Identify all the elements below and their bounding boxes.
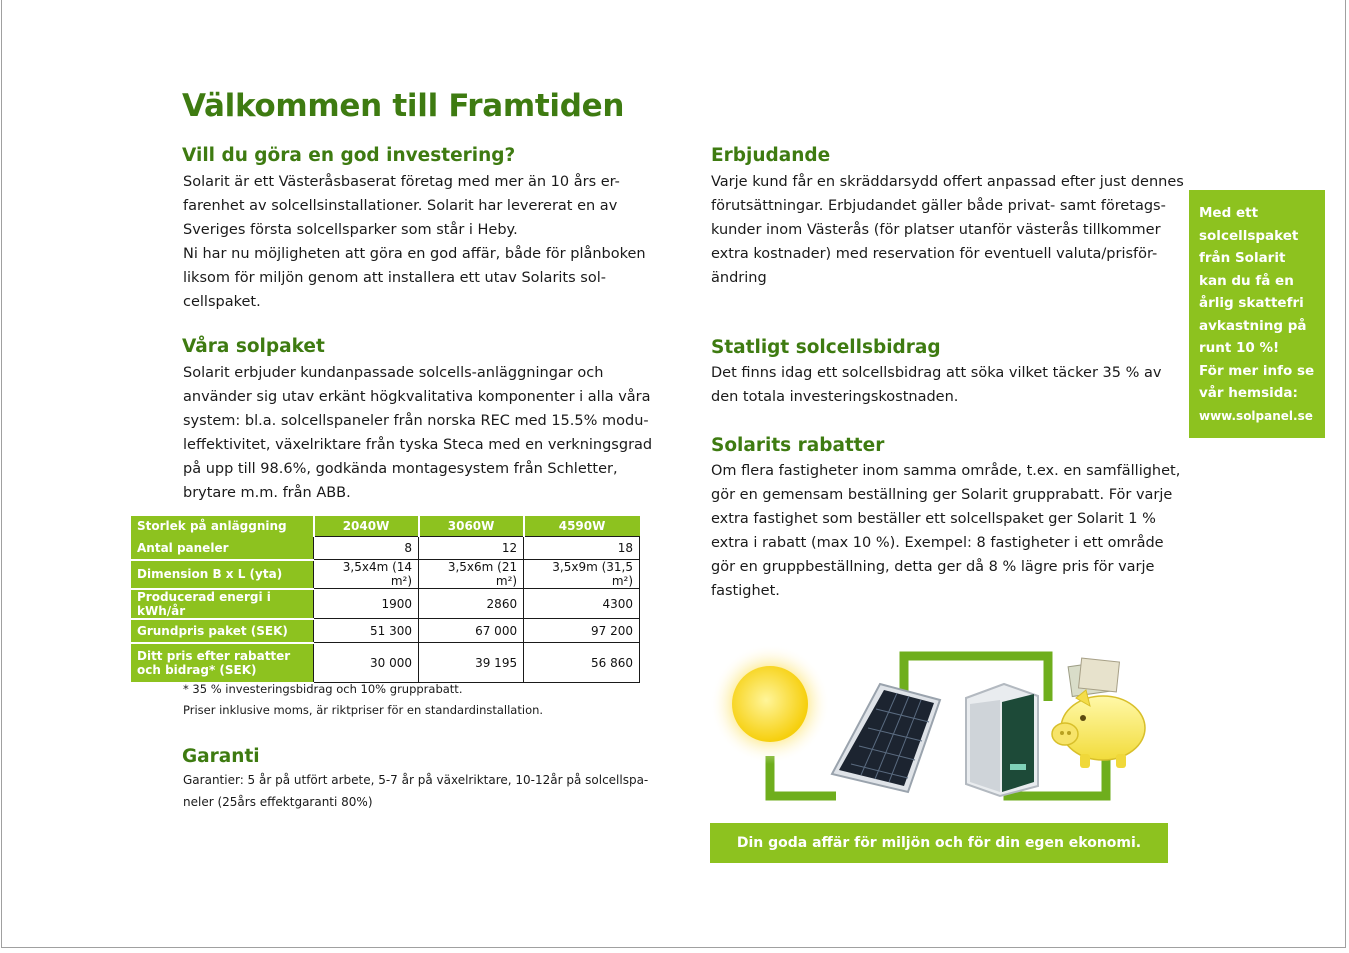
row-label: Antal paneler (131, 537, 314, 560)
table-cell: 18 (524, 537, 640, 560)
table-cell: 51 300 (314, 619, 419, 643)
table-header-cell: 3060W (419, 516, 524, 537)
page-title: Välkommen till Framtiden (182, 88, 625, 124)
text-line: leffektivitet, växelriktare från tyska Steca med en verkningsgrad (183, 437, 653, 453)
table-cell: 67 000 (419, 619, 524, 643)
invest-text (183, 170, 646, 314)
text-line: Ni har nu möjligheten att göra en god affär, både för plånboken (183, 246, 646, 262)
table-header-cell: Storlek på anläggning (131, 516, 314, 537)
text-line: förutsättningar. Erbjudandet gäller både privat- samt företags- (711, 198, 1166, 214)
text-line: extra kostnader) med reservation för eventuell valuta/prisför- (711, 246, 1158, 262)
table-row (131, 643, 640, 683)
piggy-bank-icon (1052, 658, 1145, 768)
text-line: kunder inom Västerås (för platser utanför västerås tillkommer (711, 222, 1161, 238)
table-cell: 39 195 (419, 643, 524, 683)
table-cell: 4300 (524, 589, 640, 619)
package-table (131, 516, 640, 684)
solar-panel-icon (832, 684, 940, 792)
grant-heading: Statligt solcellsbidrag (711, 337, 941, 358)
table-cell: 3,5x9m (31,5 m²) (524, 560, 640, 589)
table-cell: 56 860 (524, 643, 640, 683)
slogan-banner: Din goda affär för miljön och för din egen ekonomi. (710, 823, 1168, 863)
row-label: Grundpris paket (SEK) (131, 619, 314, 643)
text-line: Solarit är ett Västeråsbaserat företag med mer än 10 års er- (183, 174, 620, 190)
table-notes (183, 679, 543, 721)
discounts-heading: Solarits rabatter (711, 435, 885, 456)
text-line: liksom för miljön genom att installera ett utav Solarits sol- (183, 270, 606, 286)
sidebox-text: Med ett solcellspaket från Solarit kan du få en årlig skattefri avkastning på runt 10 %! För mer info se vår hemsida: (1199, 205, 1315, 401)
website-link[interactable]: www.solpanel.se (1199, 408, 1313, 423)
row-label: Producerad energi i kWh/år (131, 589, 314, 619)
table-cell: 97 200 (524, 619, 640, 643)
text-line: använder sig utav erkänt högkvalitativa komponenter i alla våra (183, 389, 651, 405)
footnote: Priser inklusive moms, är riktpriser för en standardinstallation. (183, 703, 544, 717)
grant-text (711, 361, 1161, 409)
offer-heading: Erbjudande (711, 145, 831, 166)
text-line: brytare m.m. från ABB. (183, 485, 351, 501)
invest-heading: Vill du göra en god investering? (182, 145, 516, 166)
discounts-text (711, 459, 1180, 603)
text-line: Det finns idag ett solcellsbidrag att söka vilket täcker 35 % av (711, 365, 1162, 381)
table-header-cell: 2040W (314, 516, 419, 537)
text-line: Sveriges första solcellsparker som står i Heby. (183, 222, 518, 238)
table-header-cell: 4590W (524, 516, 640, 537)
table-row (131, 619, 640, 643)
packages-text (183, 361, 652, 505)
text-line: Garantier: 5 år på utfört arbete, 5-7 år på växelriktare, 10-12år på solcellspa- (183, 773, 649, 787)
table-row (131, 589, 640, 619)
text-line: Varje kund får en skräddarsydd offert anpassad efter just dennes (711, 174, 1184, 190)
text-line: system: bl.a. solcellspaneler från norska REC med 15.5% modu- (183, 413, 649, 429)
text-line: Solarit erbjuder kundanpassade solcells-anläggningar och (183, 365, 604, 381)
text-line: på upp till 98.6%, godkända montagesystem från Schletter, (183, 461, 618, 477)
text-line: neler (25års effektgaranti 80%) (183, 795, 373, 809)
solar-illustration (708, 646, 1168, 824)
table-cell: 12 (419, 537, 524, 560)
table-cell: 8 (314, 537, 419, 560)
table-header-row (131, 516, 640, 537)
text-line: Om flera fastigheter inom samma område, t.ex. en samfällighet, (711, 463, 1181, 479)
text-line: gör en gruppbeställning, detta ger då 8 % lägre pris för varje (711, 559, 1155, 575)
table-row (131, 560, 640, 589)
text-line: fastighet. (711, 583, 780, 599)
row-label: Ditt pris efter rabatter och bidrag* (SEK) (131, 643, 314, 683)
illustration-graphic (708, 646, 1168, 824)
text-line: cellspaket. (183, 294, 261, 310)
text-line: extra fastighet som beställer ett solcellspaket ger Solarit 1 % (711, 511, 1156, 527)
text-line: ändring (711, 270, 767, 286)
packages-heading: Våra solpaket (182, 336, 325, 357)
text-line: den totala investeringskostnaden. (711, 389, 959, 405)
table-cell: 3,5x6m (21 m²) (419, 560, 524, 589)
offer-text (711, 170, 1184, 290)
warranty-text (183, 769, 648, 813)
row-label: Dimension B x L (yta) (131, 560, 314, 589)
text-line: extra i rabatt (max 10 %). Exempel: 8 fastigheter i ett område (711, 535, 1164, 551)
table-cell: 1900 (314, 589, 419, 619)
table-row (131, 537, 640, 560)
table-cell: 30 000 (314, 643, 419, 683)
inverter-icon (966, 684, 1038, 796)
text-line: gör en gemensam beställning ger Solarit grupprabatt. För varje (711, 487, 1173, 503)
sun-icon (710, 646, 830, 764)
warranty-heading: Garanti (182, 746, 260, 767)
table-cell: 3,5x4m (14 m²) (314, 560, 419, 589)
table-cell: 2860 (419, 589, 524, 619)
text-line: farenhet av solcellsinstallationer. Solarit har levererat en av (183, 198, 618, 214)
footnote: * 35 % investeringsbidrag och 10% grupprabatt. (183, 682, 463, 696)
info-sidebox (1189, 190, 1325, 438)
